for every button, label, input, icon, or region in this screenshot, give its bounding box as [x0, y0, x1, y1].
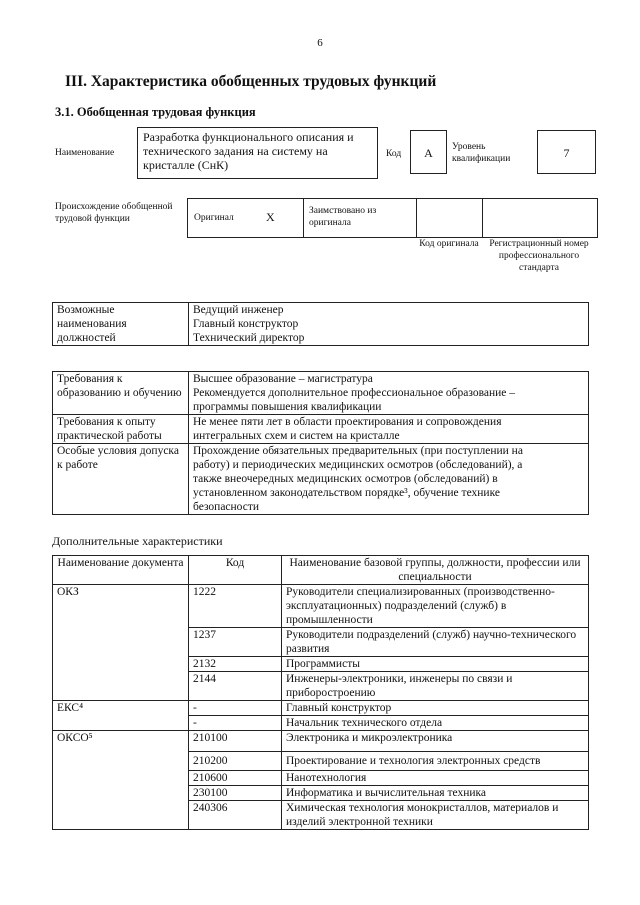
text-line: интегральных схем и систем на кристалле	[193, 430, 400, 442]
divider	[416, 199, 417, 237]
text-line: Не менее пяти лет в области проектирования и сопровождения	[193, 416, 502, 428]
name-cell: Программисты	[282, 657, 589, 672]
name-cell: Химическая технология монокристаллов, материалов и изделий электронной техники	[282, 801, 589, 830]
name-cell: Руководители подразделений (служб) научно-технического развития	[282, 628, 589, 657]
divider	[303, 199, 304, 237]
header-code: Код	[189, 556, 282, 585]
qualification-level-value: 7	[537, 130, 596, 174]
name-cell: Начальник технического отдела	[282, 716, 589, 731]
name-cell: Руководители специализированных (производственно-эксплуатационных) подразделений (служб) в промышленности	[282, 585, 589, 628]
doc-okz: ОКЗ	[53, 585, 189, 701]
text-line: также внеочередных медицинских осмотров (обследований) в	[193, 473, 498, 485]
text-line: безопасности	[193, 501, 260, 513]
origin-label: Происхождение обобщенной трудовой функции	[55, 202, 173, 224]
function-name-label: Наименование	[55, 148, 115, 158]
positions-list	[189, 303, 589, 346]
req-experience-text	[189, 415, 589, 444]
name-cell: Инженеры-электроники, инженеры по связи и приборостроению	[282, 672, 589, 701]
doc-eks: ЕКС⁴	[53, 701, 189, 731]
additional-title: Дополнительные характеристики	[52, 534, 223, 548]
page-number: 6	[317, 37, 323, 49]
function-name-value: Разработка функционального описания и технического задания на систему на кристалле (СнК)	[137, 127, 378, 179]
name-cell: Главный конструктор	[282, 701, 589, 716]
position-item: Ведущий инженер	[193, 304, 284, 316]
text-line: работу) и периодических медицинских осмотров (обследований), а	[193, 459, 523, 471]
code-cell: 210200	[189, 752, 282, 771]
text-line: Прохождение обязательных предварительных (при поступлении на	[193, 445, 523, 457]
code-cell: -	[189, 716, 282, 731]
position-item: Главный конструктор	[193, 318, 299, 330]
req-experience-label: Требования к опыту практической работы	[53, 415, 189, 444]
name-cell: Информатика и вычислительная техника	[282, 786, 589, 801]
code-cell: 240306	[189, 801, 282, 830]
additional-table	[52, 555, 589, 830]
origin-table	[187, 198, 598, 238]
original-label: Оригинал	[194, 213, 234, 223]
code-cell: 210100	[189, 731, 282, 752]
code-cell: 1237	[189, 628, 282, 657]
header-name: Наименование базовой группы, должности, профессии или специальности	[282, 556, 589, 585]
original-mark: X	[266, 210, 275, 224]
text-line: Рекомендуется дополнительное профессиональное образование –	[193, 387, 516, 399]
section-title: III. Характеристика обобщенных трудовых функций	[65, 73, 437, 90]
subsection-title: 3.1. Обобщенная трудовая функция	[55, 105, 256, 119]
code-cell: 2144	[189, 672, 282, 701]
code-cell: -	[189, 701, 282, 716]
text-line: установленном законодательством порядке³, обучение технике	[193, 487, 500, 499]
code-cell: 210600	[189, 771, 282, 786]
req-education-label: Требования к образованию и обучению	[53, 372, 189, 415]
function-code-value: А	[410, 130, 447, 174]
doc-okso: ОКСО⁵	[53, 731, 189, 830]
req-conditions-label: Особые условия допуска к работе	[53, 444, 189, 515]
text-line: программы повышения квалификации	[193, 401, 382, 413]
reg-number-caption: Регистрационный номер профессионального стандарта	[489, 239, 589, 273]
code-cell: 1222	[189, 585, 282, 628]
positions-label: Возможные наименования должностей	[53, 303, 189, 346]
req-education-text	[189, 372, 589, 415]
code-cell: 230100	[189, 786, 282, 801]
name-cell: Проектирование и технология электронных средств	[282, 752, 589, 771]
qualification-level-label: Уровень квалификации	[452, 142, 511, 164]
divider	[482, 199, 483, 237]
borrowed-label: Заимствовано из оригинала	[309, 206, 377, 228]
positions-table	[52, 302, 589, 346]
name-cell: Электроника и микроэлектроника	[282, 731, 589, 752]
code-original-caption: Код оригинала	[419, 239, 479, 249]
header-document: Наименование документа	[53, 556, 189, 585]
code-cell: 2132	[189, 657, 282, 672]
req-conditions-text	[189, 444, 589, 515]
name-cell: Нанотехнология	[282, 771, 589, 786]
requirements-table	[52, 371, 589, 515]
function-code-label: Код	[386, 149, 402, 159]
position-item: Технический директор	[193, 332, 305, 344]
text-line: Высшее образование – магистратура	[193, 373, 373, 385]
